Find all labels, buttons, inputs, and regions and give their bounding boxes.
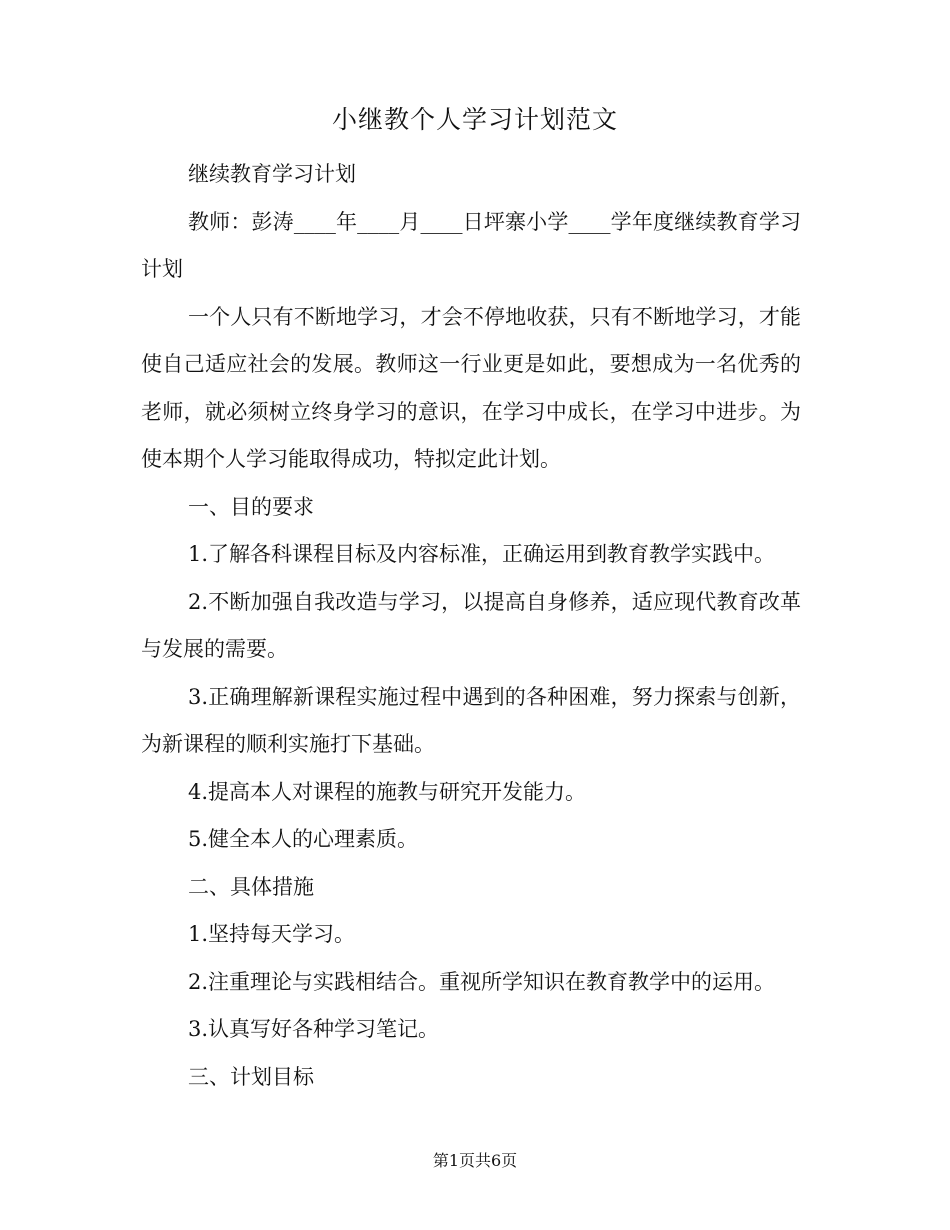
section-heading-targets: 三、计划目标	[188, 1064, 314, 1089]
list-item: 5.健全本人的心理素质。	[188, 827, 419, 851]
paragraph-heading: 继续教育学习计划	[188, 162, 356, 186]
document-title: 小继教个人学习计划范文	[331, 105, 618, 134]
list-item: 3.正确理解新课程实施过程中遇到的各种困难，努力探索与创新，为新课程的顺利实施打下基础。	[141, 684, 801, 756]
list-item: 4.提高本人对课程的施教与研究开发能力。	[188, 779, 587, 804]
section-heading-goals: 一、目的要求	[188, 494, 314, 519]
list-item: 2.注重理论与实践相结合。重视所学知识在教育教学中的运用。	[188, 969, 776, 994]
list-item: 3.认真写好各种学习笔记。	[188, 1017, 440, 1041]
page-number-footer: 第1页共6页	[432, 1151, 518, 1170]
paragraph-intro: 一个人只有不断地学习，才会不停地收获，只有不断地学习，才能使自己适应社会的发展。教师这一行业更是如此，要想成为一名优秀的老师，就必须树立终身学习的意识，在学习中成长，在学习中进步。为使本期个人学习能取得成功，特拟定此计划。	[141, 304, 801, 471]
list-item: 1.坚持每天学习。	[188, 922, 356, 946]
list-item: 1.了解各科课程目标及内容标准，正确运用到教育教学实践中。	[188, 542, 776, 566]
section-heading-measures: 二、具体措施	[188, 874, 314, 899]
document-body	[141, 151, 801, 1101]
paragraph-teacher-info: 教师：彭涛____年____月____日坪寨小学____学年度继续教育学习计划	[141, 209, 801, 281]
list-item: 2.不断加强自我改造与学习，以提高自身修养，适应现代教育改革与发展的需要。	[141, 589, 801, 661]
